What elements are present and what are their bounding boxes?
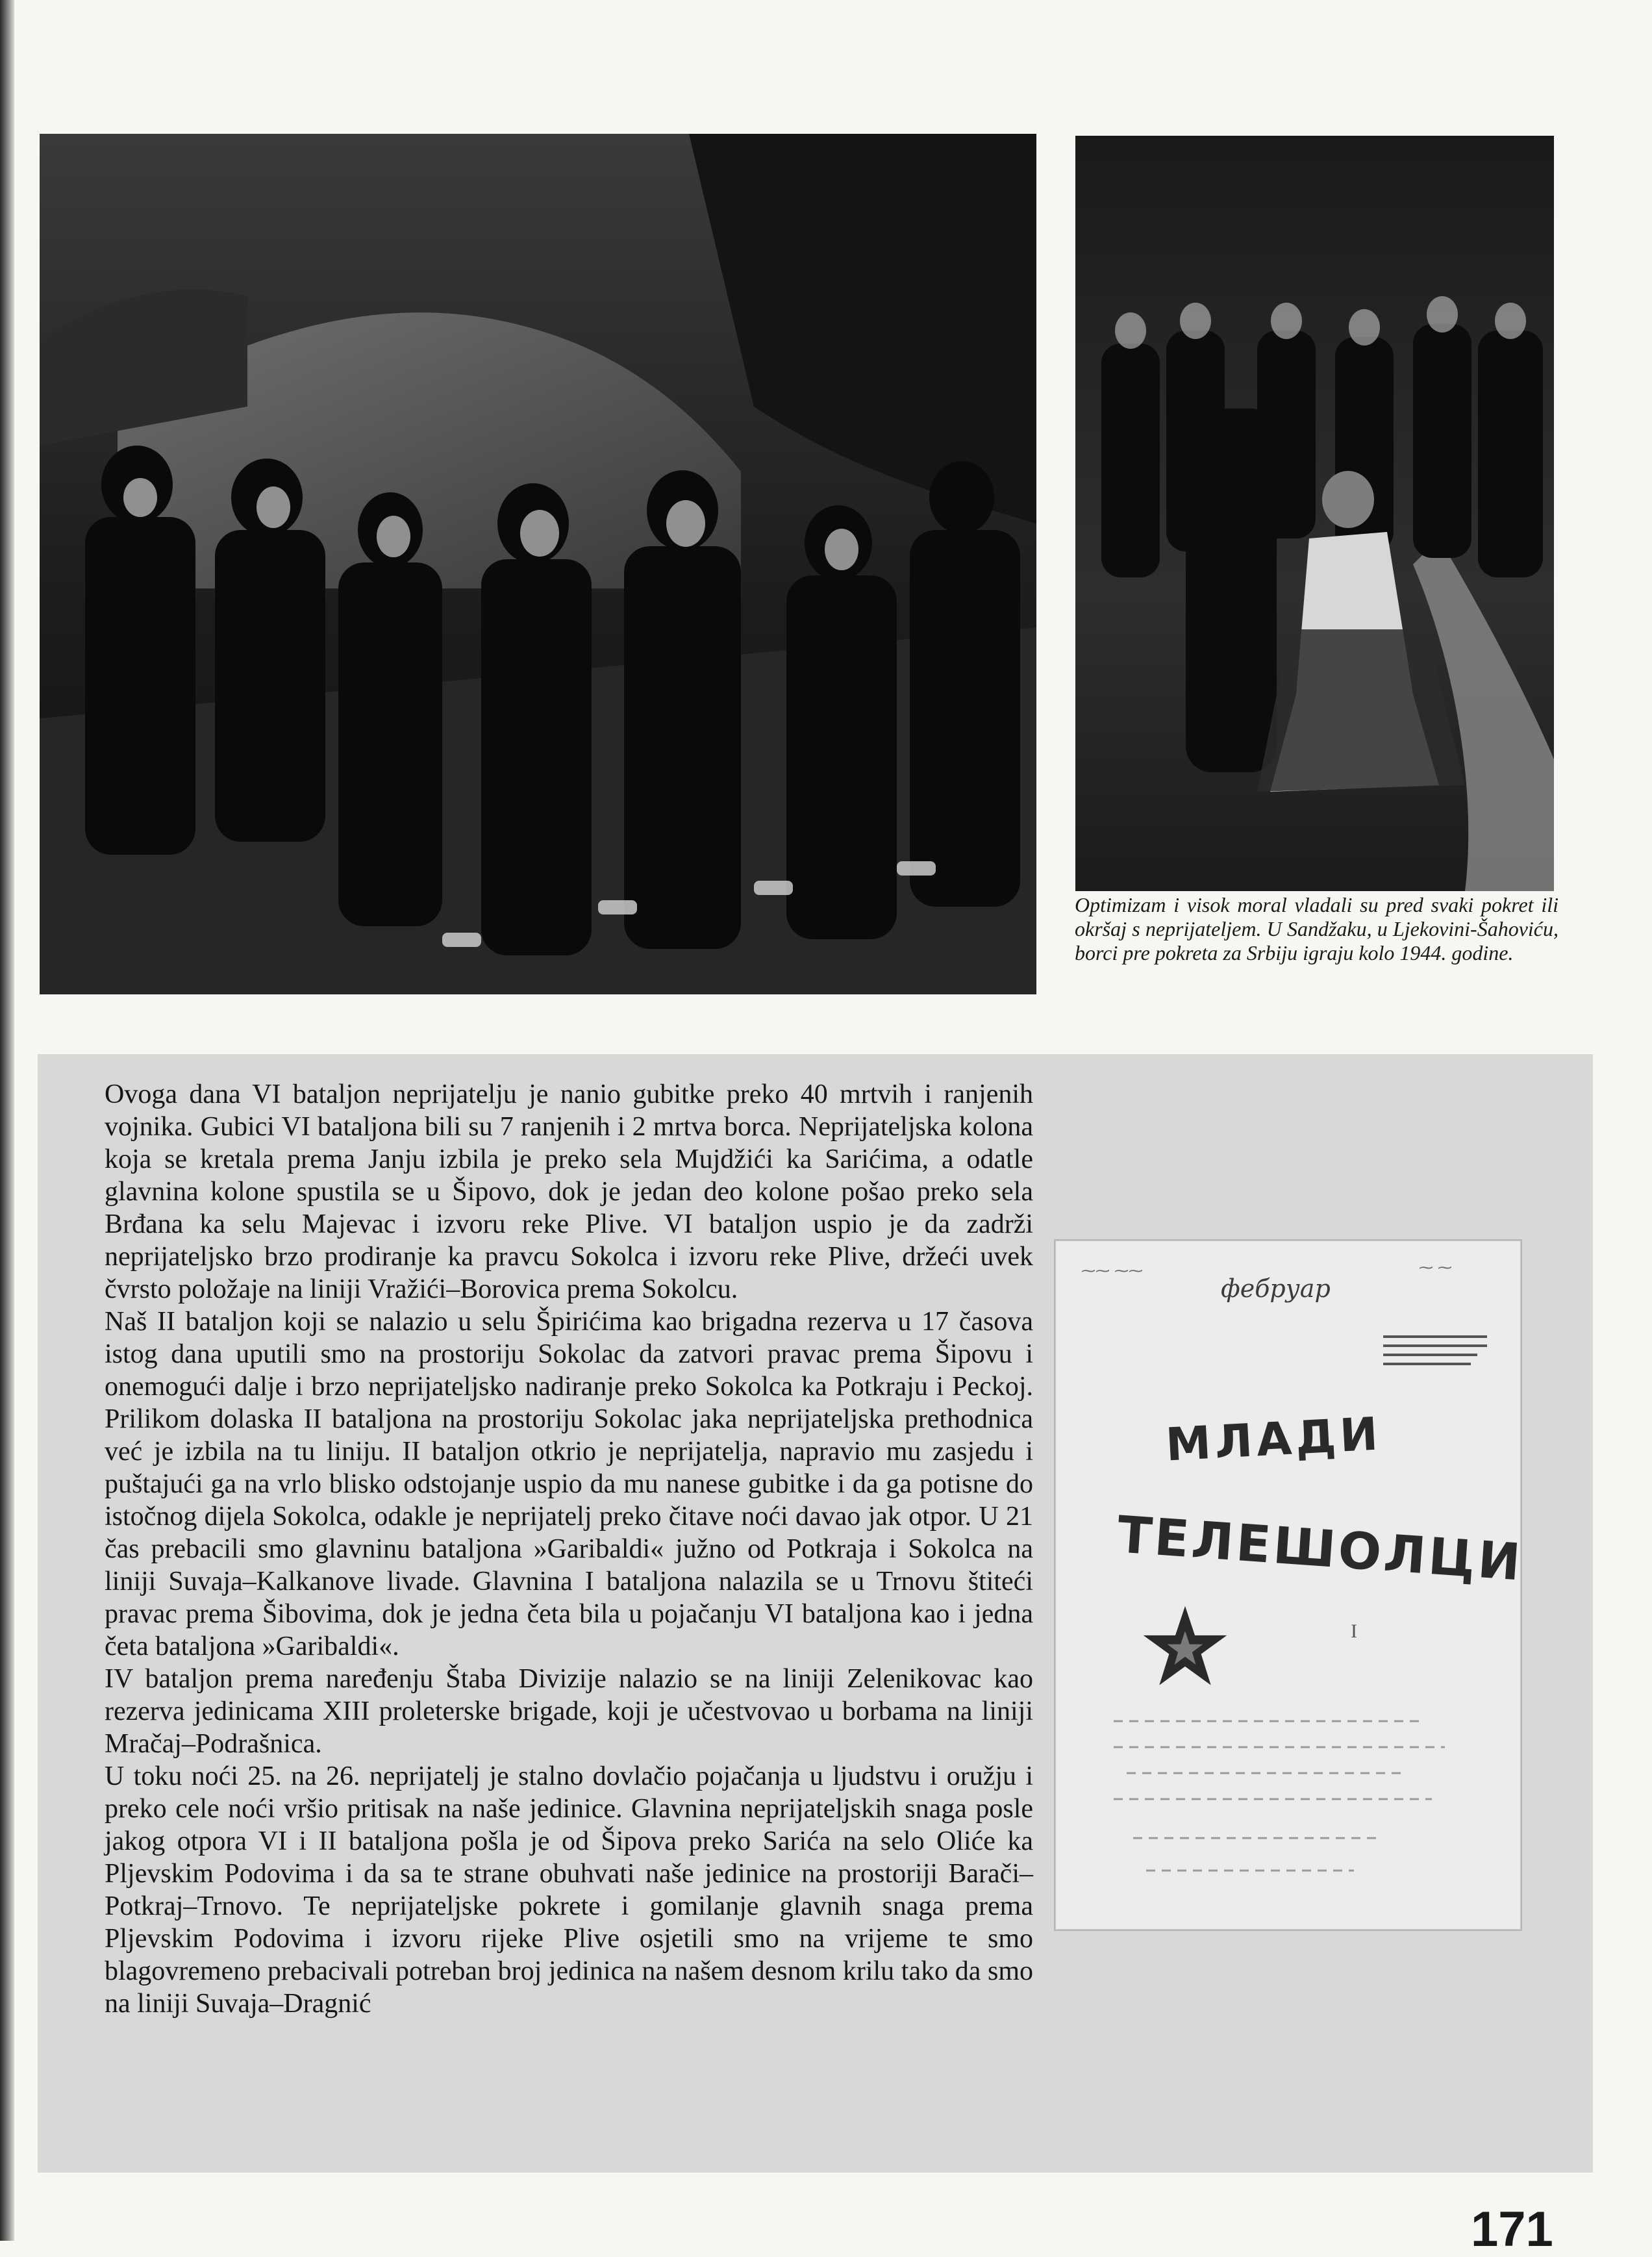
document-title-line-1: МЛАДИ [1164,1407,1383,1472]
document-handwritten-date: фебруар [1221,1274,1331,1303]
paragraph: Naš II bataljon koji se nalazio u selu Špirićima kao brigadna rezerva u 17 časova istog dana uputili smo na prostoriju Sokolac da zatvori pravac prema Šipovu i onemogući dalje i brzo neprijateljsko nadiranje preko Sokolca ka Potkraju i Peckoj. Prilikom dolaska II bataljona na prostoriju Sokolac jaka neprijateljska prethodnica već je izbila na tu liniju. II bataljon otkrio je neprijatelja, napravio mu zasjedu i puštajući ga na vrlo blisko odstojanje uspio da mu nanese gubitke i da ga potisne do istočnog dijela Sokolca, odakle je neprijatelj preko čitave noći davao jak otpor. U 21 čas prebacili smo glavninu bataljona »Garibaldi« južno od Potkraja i Sokolca na liniji Suvaja–Kalkanove livade. Glavnina I bataljona nalazila se u Trnovu štiteći pravac prema Šibovima, dok je jedna četa bila u pojačanju VI bataljona kao i jedna četa bataljona »Garibaldi«. [105,1307,1033,1661]
photo-kolo-dance [1075,136,1554,891]
document-scribble: ⁓ ⁓ [1419,1260,1452,1276]
photo-caption: Optimizam i visok moral vladali su pred svaki pokret ili okršaj s neprijateljem. U Sandžaku, u Ljekovini-Šahoviću, borci pre pokreta za Srbiju igraju kolo 1944. godine. [1075,893,1558,965]
red-star-icon [1140,1604,1231,1689]
page-number: 171 [1471,2202,1553,2257]
paragraph: U toku noći 25. na 26. neprijatelj je stalno dovlačio pojačanja u ljudstvu i oružju i preko cele noći vršio pritisak na naše jedinice. Glavnina neprijateljskih snaga posle jakog otpora VI i II bataljona pošla je od Šipova preko Sarića na selo Oliće ka Pljevskim Podovima i da sa te strane obuhvati naše jedinice na prostoriji Barači–Potkraj–Trnovo. Te neprijateljske pokrete i gomilanje glavnih snaga prema Pljevskim Podovima i izvoru rijeke Plive osjetili smo na vrijeme te smo blagovremeno prebacivali potreban broj jedinica na našem desnom krilu tako da smo na liniji Suvaja–Dragnić [105,1761,1033,2019]
photo-partisans-line [40,134,1036,994]
document-roman-numeral: I [1351,1620,1357,1642]
paragraph: Ovoga dana VI bataljon neprijatelju je nanio gubitke preko 40 mrtvih i ranjenih vojnika. Gubici VI bataljona bili su 7 ranjenih i 2 mrtva borca. Neprijateljska kolona koja se kretala prema Janju izbila je preko sela Mujdžići ka Sarićima, a odatle glavnina kolone spustila se u Šipovo, dok je jedan deo kolone pošao preko sela Brđana ka selu Majevac i izvoru reke Plive. VI bataljon uspio je da zadrži neprijateljsko brzo prodiranje ka pravcu Sokolca i izvoru reke Plive, držeći uvek čvrsto položaje na liniji Vražići–Borovica prema Sokolcu. [105,1079,1033,1304]
document-title-line-2: ТЕЛЕШОЛЦИ [1115,1506,1525,1593]
document-stamp-lines [1380,1331,1490,1370]
document-faint-text-lines [1107,1708,1471,1903]
book-spine-shadow [0,0,14,2241]
article-body [105,1078,1033,2020]
scanned-document-mladi-telegrafisti [1054,1239,1525,1931]
paragraph: IV bataljon prema naređenju Štaba Divizije nalazio se na liniji Zelenikovac kao rezerva jedinicama XIII proleterske brigade, koji je učestvovao u borbama na liniji Mračaj–Podrašnica. [105,1664,1033,1759]
document-scribble: ⁓⁓ ⁓⁓ [1081,1263,1143,1280]
